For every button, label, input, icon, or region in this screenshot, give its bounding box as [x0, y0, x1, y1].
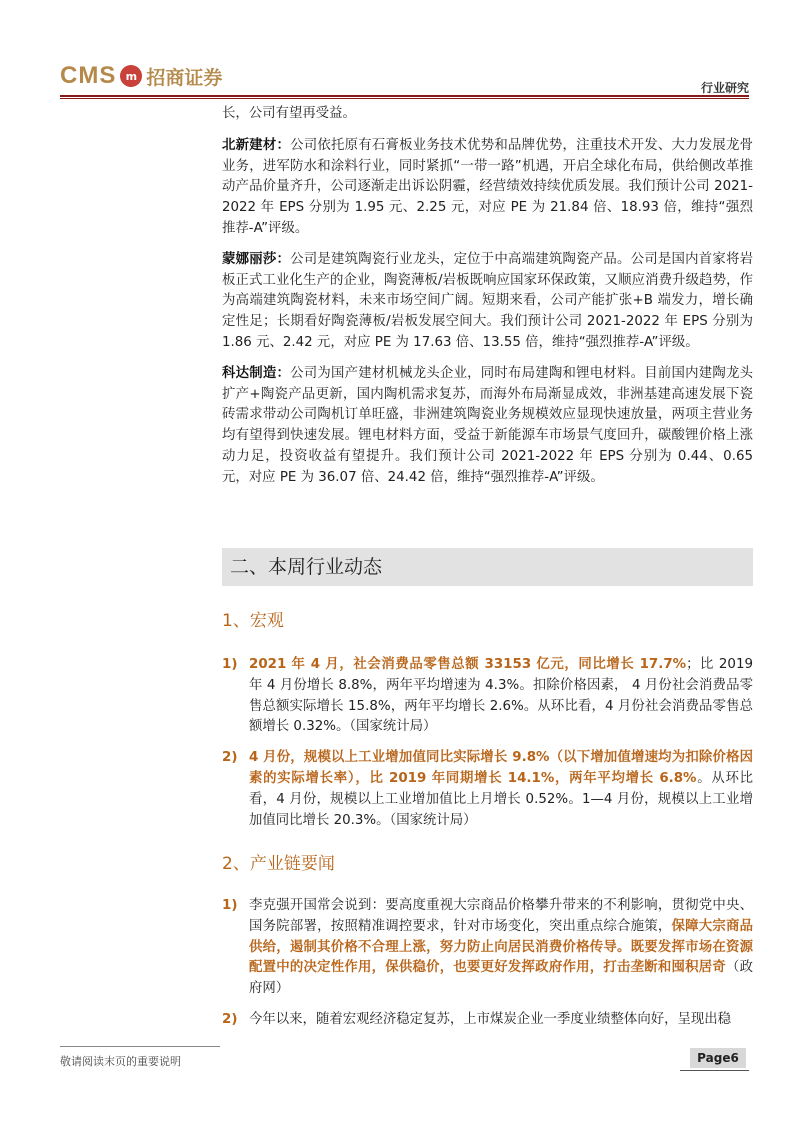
subsection-macro-title: 1、宏观: [222, 611, 284, 631]
footer-divider: [60, 1046, 220, 1047]
disclaimer-note: 敬请阅读末页的重要说明: [60, 1055, 181, 1068]
paragraph-monalisa: [222, 250, 753, 354]
company-commentary: [222, 104, 753, 489]
body-text: 。从环比看，4 月份，规模以上工业增加值比上月增长 0.52%。1—4 月份，规模以上工业增加值同比增长 20.3%。（国家统计局）: [249, 770, 754, 828]
logo-cn-name: 招商证券: [146, 66, 223, 89]
header-divider-thin: [60, 98, 749, 99]
company-name-keda: 科达制造：: [222, 365, 291, 381]
logo-text: CMS: [60, 62, 117, 89]
page-number-underline: [680, 1070, 749, 1071]
list-number: 2): [222, 1011, 238, 1027]
continued-text: 长，公司有望再受益。: [222, 106, 356, 121]
paragraph-bnbm-text: 公司依托原有石膏板业务技术优势和品牌优势，注重技术开发、大力发展龙骨业务，进军防水和涂料行业，同时紧抓“一带一路”机遇，开启全球化布局，供给侧改革推动产品价量齐升，公司逐渐走出诉讼阴霾，经营绩效持续优质发展。我们预计公司 2021-2022 年 EPS 分别为 1.95 元、2.25 元，对应 PE 为 21.84 倍、18.93 倍，维持“强烈推荐-A”评级。: [222, 137, 754, 236]
list-number: 1): [222, 657, 238, 672]
highlight-text: 4 月份，规模以上工业增加值同比实际增长 9.8%（以下增加值增速均为扣除价格因素的实际增长率），比 2019 年同期增长 14.1%，两年平均增长 6.8%: [249, 750, 753, 786]
header-divider: [60, 95, 749, 97]
body-text: ；比 2019 年 4 月份增长 8.8%，两年平均增速为 4.3%。扣除价格因素， 4 月份社会消费品零售总额实际增长 15.8%，两年平均增长 2.6%。从环比看，4 月份社会消费品零售总额增长 0.32%。（国家统计局）: [249, 657, 753, 735]
list-text: [249, 896, 753, 1000]
paragraph-keda: [222, 364, 753, 489]
paragraph-monalisa-text: 公司是建筑陶瓷行业龙头，定位于中高端建筑陶瓷产品。公司是国内首家将岩板正式工业化生产的企业，陶瓷薄板/岩板既响应国家环保政策，又顺应消费升级趋势，作为高端建筑陶瓷材料，未来市场空间广阔。短期来看，公司产能扩张+B 端发力，增长确定性足；长期看好陶瓷薄板/岩板发展空间大。我们预计公司 2021-2022 年 EPS 分别为 1.86 元、2.42 元，对应 PE 为 17.63 倍、13.55 倍，维持“强烈推荐-A”评级。: [222, 251, 754, 350]
source-text: （政府网）: [249, 960, 754, 997]
subsection-chain-title: 2、产业链要闻: [222, 854, 335, 874]
report-type: 行业研究: [700, 81, 749, 95]
list-item: [222, 896, 753, 1000]
list-item: [222, 748, 753, 831]
list-text: 今年以来，随着宏观经济稳定复苏，上市煤炭企业一季度业绩整体向好，呈现出稳: [249, 1011, 732, 1027]
list-item: [222, 655, 753, 738]
section-title: 二、本周行业动态: [222, 548, 753, 586]
highlight-text: 保障大宗商品供给，遏制其价格不合理上涨，努力防止向居民消费价格传导。既要发挥市场在资源配置中的决定性作用，保供稳价，也要更好发挥政府作用，打击垄断和囤积居奇: [249, 918, 753, 976]
page-number: Page6: [690, 1048, 746, 1068]
paragraph-bnbm: [222, 136, 753, 240]
list-number: 2): [222, 750, 238, 766]
list-text: [249, 655, 753, 738]
macro-list: [222, 655, 753, 841]
list-text: [249, 748, 753, 831]
body-text: 李克强开国常会说到：要高度重视大宗商品价格攀升带来的不利影响，贯彻党中央、国务院部署，按照精准调控要求，针对市场变化，突出重点综合施策，: [249, 898, 753, 934]
list-number: 1): [222, 898, 238, 913]
company-name-bnbm: 北新建材：: [222, 137, 291, 153]
company-name-monalisa: 蒙娜丽莎：: [222, 251, 291, 267]
list-item: [222, 1010, 753, 1031]
company-logo: [60, 60, 222, 92]
chain-list: [222, 896, 753, 1041]
paragraph-keda-text: 公司为国产建材机械龙头企业，同时布局建陶和锂电材料。目前国内建陶龙头扩产+陶瓷产品更新，国内陶机需求复苏，而海外布局渐显成效，非洲基建高速发展下瓷砖需求带动公司陶机订单旺盛，非洲建筑陶瓷业务规模效应显现快速放量，两项主营业务均有望得到快速发展。锂电材料方面，受益于新能源车市场景气度回升，碳酸锂价格上涨动力足，投资收益有望提升。我们预计公司 2021-2022 年 EPS 分别为 0.44、0.65 元，对应 PE 为 36.07 倍、24.42 倍，维持“强烈推荐-A”评级。: [222, 365, 754, 485]
logo-badge-icon: m: [120, 65, 142, 87]
highlight-text: 2021 年 4 月，社会消费品零售总额 33153 亿元，同比增长 17.7%: [249, 657, 687, 672]
